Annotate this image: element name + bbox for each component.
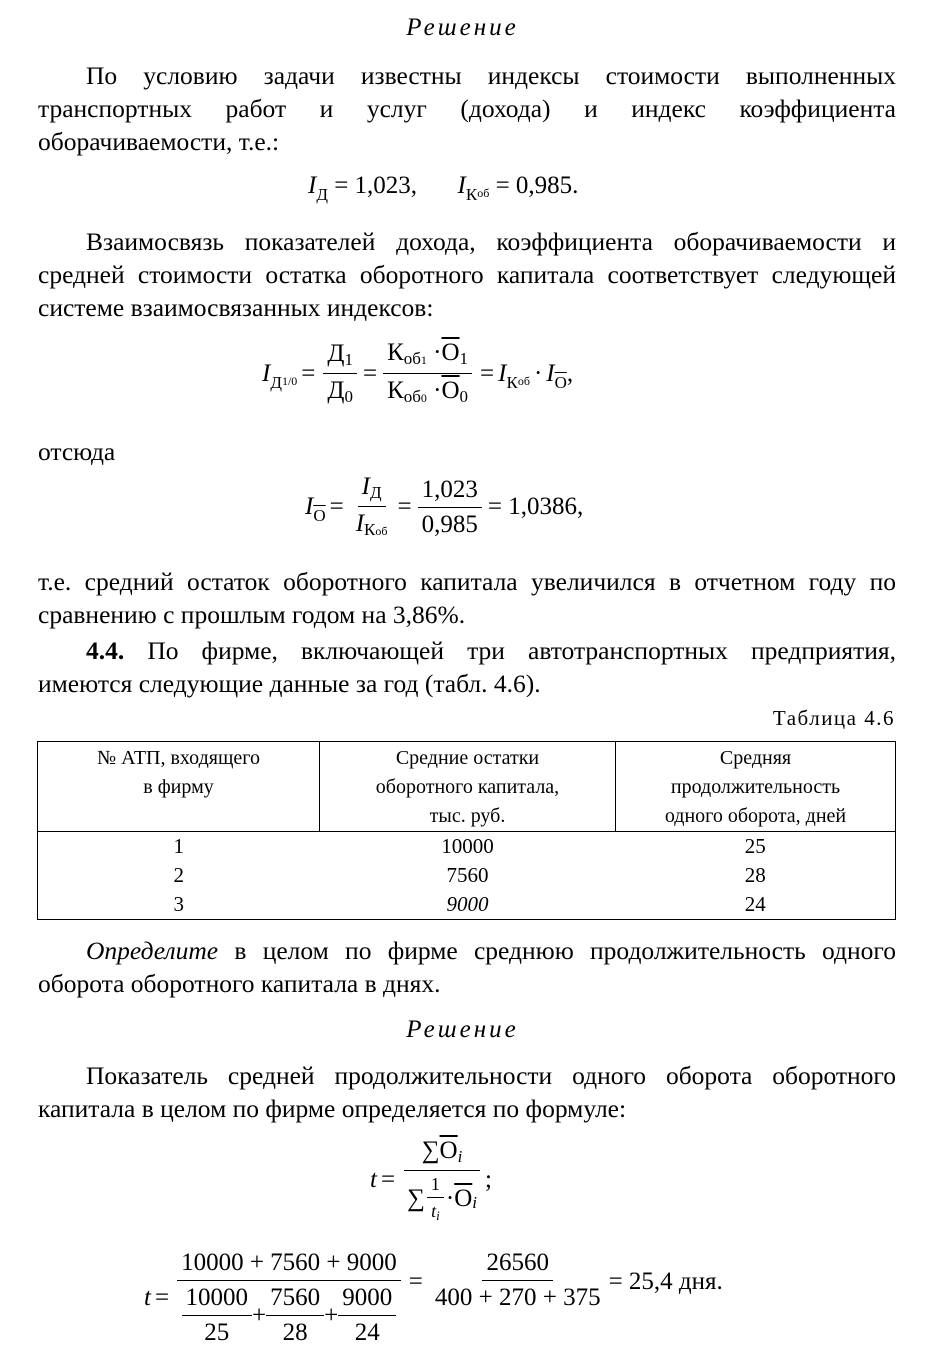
table-header-row xyxy=(38,742,896,832)
table-row xyxy=(38,890,896,920)
data-table xyxy=(37,741,896,920)
equation-index-system: $I_Д1/0$ = $\frac{Д1}{Д0}$ = $\frac{\text{Коб1 ·О1}}{\text{Коб0 ·О0}}$ = $I_Коб$ · $I_О$ , xyxy=(262,339,574,406)
table-cell: 28 xyxy=(744,863,766,887)
solution-heading-2: Решение xyxy=(406,1016,519,1043)
table-caption: Таблица 4.6 xyxy=(772,706,895,730)
equation-avg-balance-index: $I_О$ = $\frac{IД}{\text{IКоб}}$ = $\frac{1,023}{0,985}$ = 1,0386, xyxy=(305,473,584,539)
table-cell: 3 xyxy=(173,892,184,916)
table-cell: 10000 xyxy=(441,834,494,858)
table-cell: 25 xyxy=(744,834,766,858)
header-avg-duration: Средняя продолжительность одного оборота, дней xyxy=(616,742,896,832)
equation-avg-duration-formula: t = ∑Оi ∑ $\frac{1}{ti}$ · О i ; xyxy=(370,1137,492,1223)
table-cell: 24 xyxy=(744,892,766,916)
equation-given-indices: $I_Д = 1,023$, $I_Коб = 0,985$. xyxy=(308,172,579,204)
paragraph-condition: По условию задачи известны индексы стоимости выполненных транспортных работ и услуг (дохода) и индекс коэффициента оборачиваемости, т.е.: xyxy=(38,61,896,156)
header-avg-balance: Средние остатки оборотного капитала, тыс. руб. xyxy=(320,742,616,832)
table-row xyxy=(38,832,896,862)
table-cell: 1 xyxy=(173,834,184,858)
solution-heading: Решение xyxy=(406,14,519,41)
header-atp: № АТП, входящего в фирму xyxy=(38,742,320,832)
paragraph-relationship: Взаимосвязь показателей дохода, коэффициента оборачиваемости и средней стоимости остатка оборотного капитала соответствует следующей системе взаимосвязанных индексов: xyxy=(38,227,896,322)
table-cell: 2 xyxy=(173,863,184,887)
table-row xyxy=(38,861,896,890)
table-cell: 7560 xyxy=(446,863,489,887)
paragraph-determine: Определите в целом по фирме среднюю продолжительность одного оборота оборотного капитала в днях. xyxy=(38,936,896,998)
equation-avg-duration-calc: t = 10000 + 7560 + 9000 $\frac{10000}{25}$ + $\frac{7560}{28}$ + $\frac{9000}{24}$ = $\frac{26560}{400 + 270 + 375}$ = 25,4 дня. xyxy=(144,1249,723,1346)
table-cell: 9000 xyxy=(446,892,489,916)
paragraph-result: т.е. средний остаток оборотного капитала увеличился в отчетном году по сравнению с прошлым годом на 3,86%. xyxy=(38,567,896,629)
word-hence: отсюда xyxy=(38,437,116,466)
paragraph-task-4-4: 4.4. По фирме, включающей три автотранспортных предприятия, имеются следующие данные за год (табл. 4.6). xyxy=(38,636,896,698)
paragraph-formula-intro: Показатель средней продолжительности одного оборота оборотного капитала в целом по фирме определяется по формуле: xyxy=(38,1061,896,1123)
